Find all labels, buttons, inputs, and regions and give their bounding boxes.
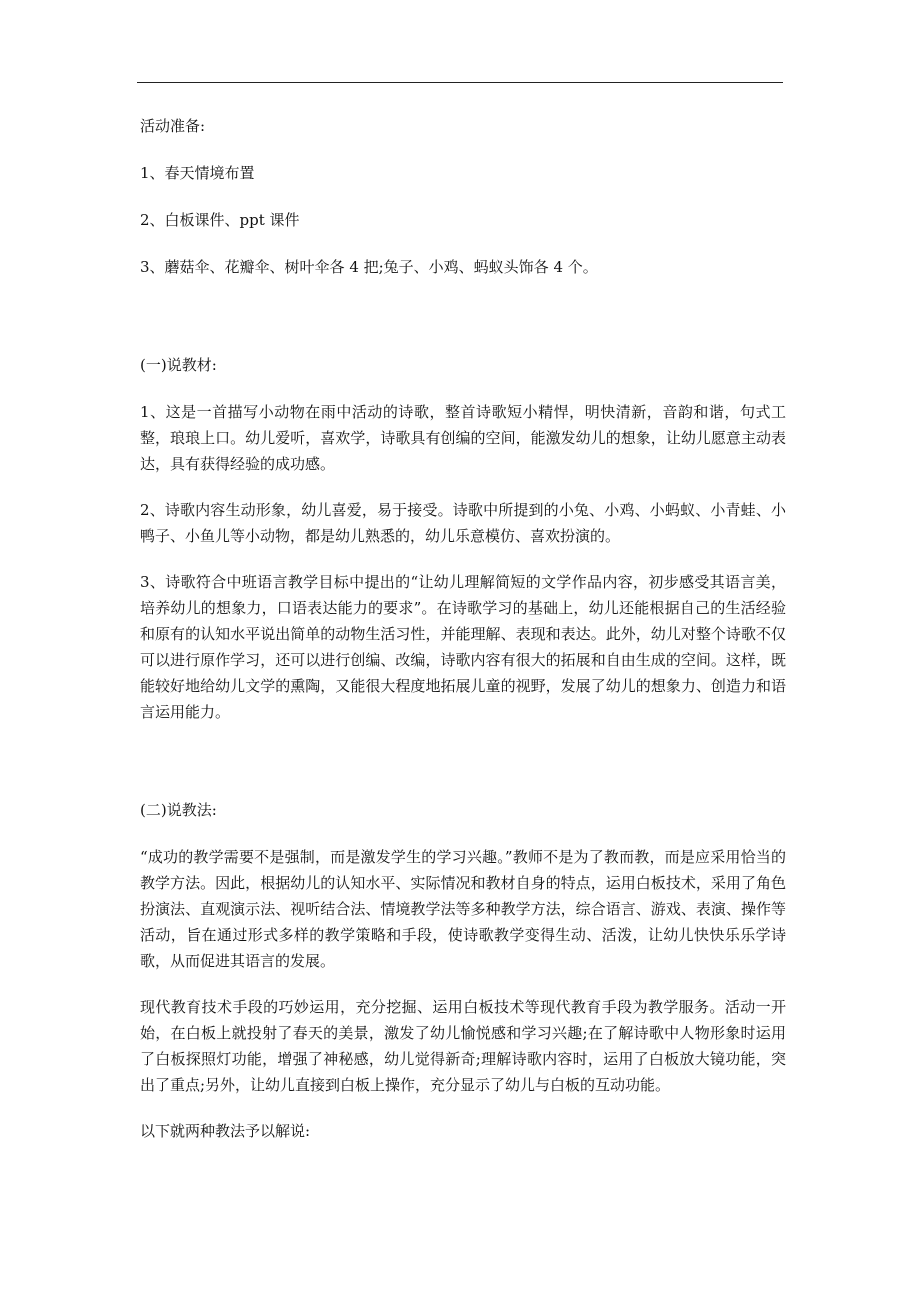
prep-item-1: 1、春天情境布置 bbox=[140, 164, 255, 182]
section-heading-method: (二)说教法: bbox=[140, 801, 217, 819]
prep-item-2: 2、白板课件、ppt 课件 bbox=[140, 211, 300, 229]
material-paragraph-2: 2、诗歌内容生动形象，幼儿喜爱，易于接受。诗歌中所提到的小兔、小鸡、小蚂蚁、小青蛙、小鸭子、小鱼儿等小动物，都是幼儿熟悉的，幼儿乐意模仿、喜欢扮演的。 bbox=[140, 501, 786, 545]
method-paragraph-3: 以下就两种教法予以解说: bbox=[140, 1122, 311, 1140]
prep-item-3: 3、蘑菇伞、花瓣伞、树叶伞各 4 把;兔子、小鸡、蚂蚁头饰各 4 个。 bbox=[140, 258, 598, 276]
method-paragraph-2: 现代教育技术手段的巧妙运用，充分挖掘、运用白板技术等现代教育手段为教学服务。活动一开始，在白板上就投射了春天的美景，激发了幼儿愉悦感和学习兴趣;在了解诗歌中人物形象时运用了白板探照灯功能，增强了神秘感，幼儿觉得新奇;理解诗歌内容时，运用了白板放大镜功能，突出了重点;另外，让幼儿直接到白板上操作，充分显示了幼儿与白板的互动功能。 bbox=[140, 998, 786, 1094]
method-paragraph-1: “成功的教学需要不是强制，而是激发学生的学习兴趣。”教师不是为了教而教，而是应采用恰当的教学方法。因此，根据幼儿的认知水平、实际情况和教材自身的特点，运用白板技术，采用了角色扮演法、直观演示法、视听结合法、情境教学法等多种教学方法，综合语言、游戏、表演、操作等活动，旨在通过形式多样的教学策略和手段，使诗歌教学变得生动、活泼，让幼儿快快乐乐学诗歌，从而促进其语言的发展。 bbox=[140, 848, 786, 970]
material-paragraph-1: 1、这是一首描写小动物在雨中活动的诗歌，整首诗歌短小精悍，明快清新，音韵和谐，句式工整，琅琅上口。幼儿爱听，喜欢学，诗歌具有创编的空间，能激发幼儿的想象，让幼儿愿意主动表达，具有获得经验的成功感。 bbox=[140, 403, 786, 473]
material-paragraph-3: 3、诗歌符合中班语言教学目标中提出的“让幼儿理解简短的文学作品内容，初步感受其语言美，培养幼儿的想象力，口语表达能力的要求”。在诗歌学习的基础上，幼儿还能根据自己的生活经验和原有的认知水平说出简单的动物生活习性，并能理解、表现和表达。此外，幼儿对整个诗歌不仅可以进行原作学习，还可以进行创编、改编，诗歌内容有很大的拓展和自由生成的空间。这样，既能较好地给幼儿文学的熏陶，又能很大程度地拓展儿童的视野，发展了幼儿的想象力、创造力和语言运用能力。 bbox=[140, 573, 786, 721]
document-body bbox=[140, 113, 786, 1144]
section-heading-prep: 活动准备: bbox=[140, 117, 206, 135]
section-heading-material: (一)说教材: bbox=[140, 356, 217, 374]
header-rule bbox=[137, 82, 783, 83]
